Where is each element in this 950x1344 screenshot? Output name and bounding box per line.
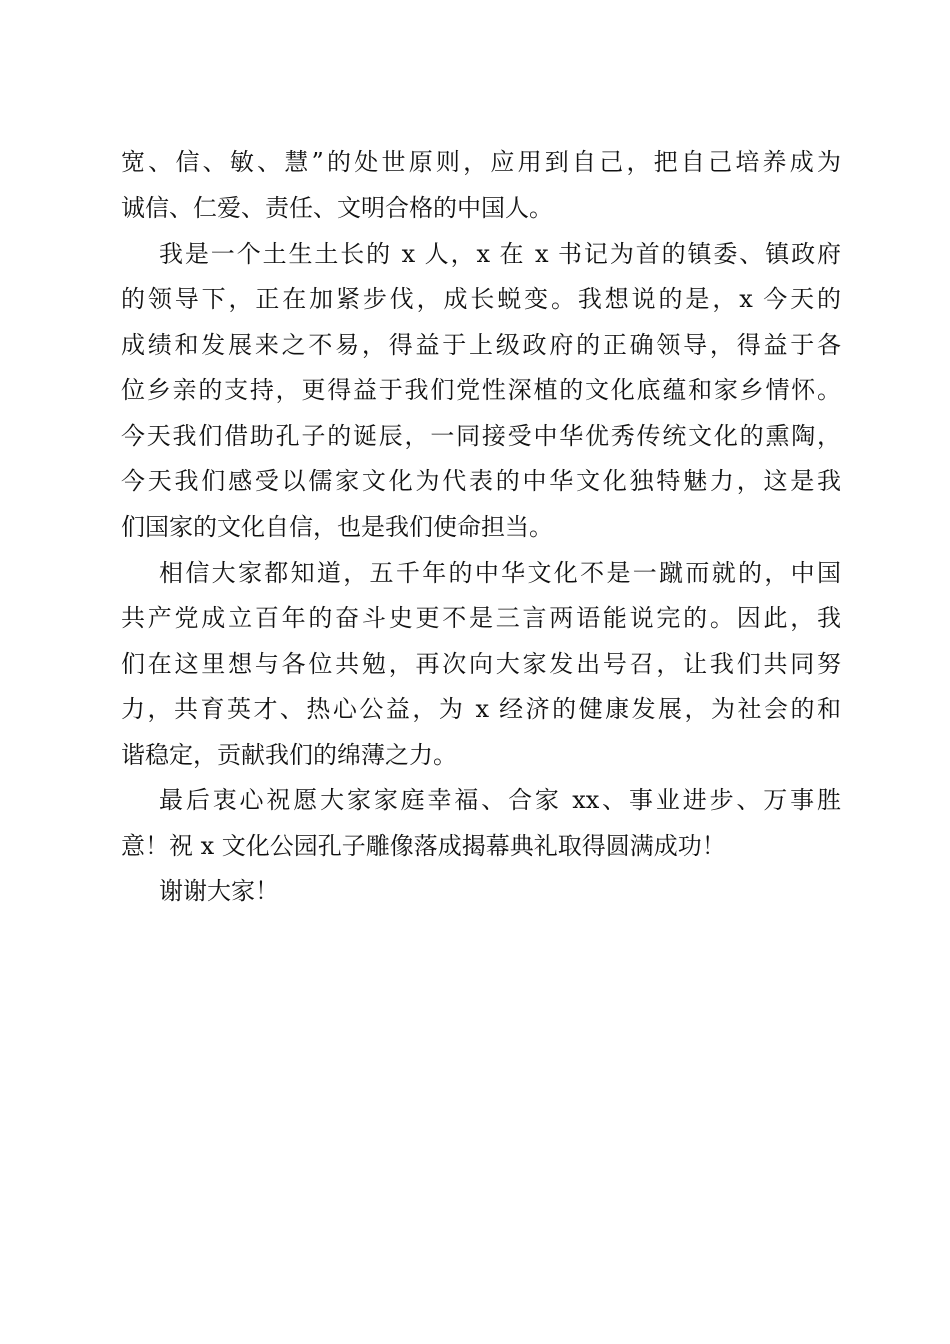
paragraph-line: 的领导下，正在加紧步伐，成长蜕变。我想说的是，x 今天的: [121, 285, 841, 313]
closing-line: 谢谢大家！: [159, 877, 279, 905]
paragraph-line: 位乡亲的支持，更得益于我们党性深植的文化底蕴和家乡情怀。: [121, 376, 841, 404]
paragraph-line: 诚信、仁爱、责任、文明合格的中国人。: [121, 194, 553, 222]
paragraph-line: 们国家的文化自信，也是我们使命担当。: [121, 513, 553, 541]
paragraph-line: 共产党成立百年的奋斗史更不是三言两语能说完的。因此，我: [121, 604, 841, 632]
paragraph-line: 谐稳定，贡献我们的绵薄之力。: [121, 741, 457, 769]
paragraph-line: 最后衷心祝愿大家家庭幸福、合家 xx、事业进步、万事胜: [159, 786, 841, 814]
paragraph-line: 宽、信、敏、慧”的处世原则，应用到自己，把自己培养成为: [121, 148, 841, 176]
paragraph-line: 我是一个土生土长的 x 人，x 在 x 书记为首的镇委、镇政府: [159, 240, 841, 268]
paragraph-line: 相信大家都知道，五千年的中华文化不是一蹴而就的，中国: [159, 559, 841, 587]
paragraph-line: 意！祝 x 文化公园孔子雕像落成揭幕典礼取得圆满成功！: [121, 832, 726, 860]
paragraph-line: 今天我们借助孔子的诞辰，一同接受中华优秀传统文化的熏陶，: [121, 422, 841, 450]
paragraph-line: 成绩和发展来之不易，得益于上级政府的正确领导，得益于各: [121, 331, 841, 359]
paragraph-line: 力，共育英才、热心公益，为 x 经济的健康发展，为社会的和: [121, 695, 841, 723]
paragraph-line: 们在这里想与各位共勉，再次向大家发出号召，让我们共同努: [121, 650, 841, 678]
paragraph-line: 今天我们感受以儒家文化为代表的中华文化独特魅力，这是我: [121, 467, 841, 495]
